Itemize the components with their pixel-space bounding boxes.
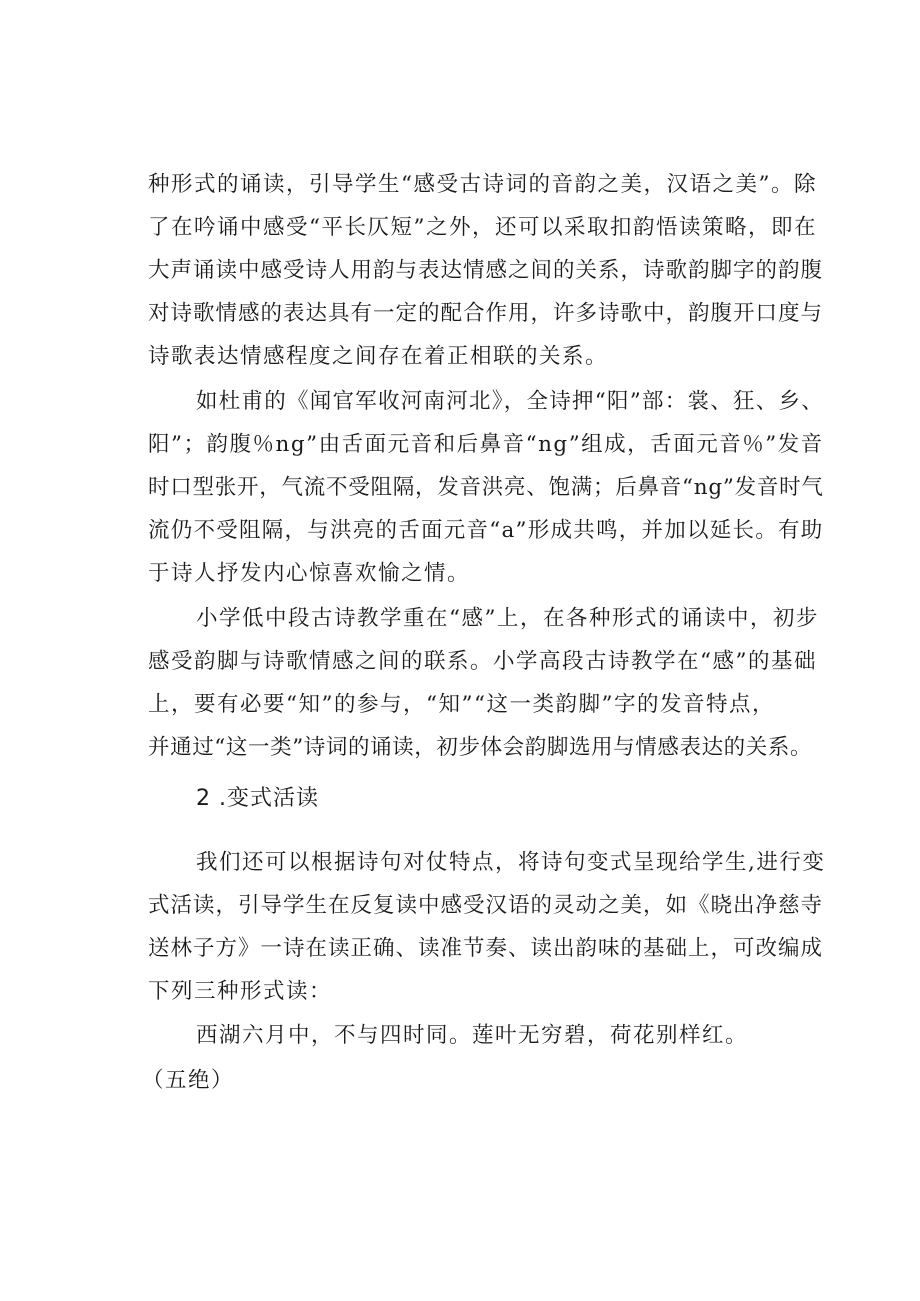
paragraph-3-line-2: 感受韵脚与诗歌情感之间的联系。小学高段古诗教学在“感”的基础 [148,649,817,674]
paragraph-3-line-4: 并通过“这一类”诗词的诵读，初步体会韵脚选用与情感表达的关系。 [148,735,813,760]
paragraph-1-line-1: 种形式的诵读，引导学生“感受古诗词的音韵之美，汉语之美”。除 [148,172,817,197]
section-heading: 2 .变式活读 [196,786,319,811]
paragraph-4-line-4: 下列三种形式读： [148,979,333,1004]
paragraph-2-line-3: 时口型张开，气流不受阻隔，发音洪亮、饱满；后鼻音“ng”发音时气 [148,475,824,500]
poem-line: 西湖六月中，不与四时同。莲叶无穷碧，荷花别样红。 [196,1023,749,1048]
poem-form-label: （五绝） [142,1068,235,1093]
paragraph-1-line-3: 大声诵读中感受诗人用韵与表达情感之间的关系，诗歌韵脚字的韵腹 [148,258,824,283]
paragraph-2-line-1: 如杜甫的《闻官军收河南河北》，全诗押“阳”部：裳、狂、乡、 [196,389,824,414]
paragraph-4-line-1: 我们还可以根据诗句对仗特点，将诗句变式呈现给学生,进行变 [196,850,826,875]
paragraph-2-line-4: 流仍不受阻隔，与洪亮的舌面元音“a”形成共鸣，并加以延长。有助 [148,518,824,543]
paragraph-4-line-3: 送林子方》一诗在读正确、读准节奏、读出韵味的基础上，可改编成 [148,936,824,961]
paragraph-1-line-4: 对诗歌情感的表达具有一定的配合作用，许多诗歌中，韵腹开口度与 [148,301,824,326]
paragraph-4-line-2: 式活读，引导学生在反复读中感受汉语的灵动之美，如《晓出净慈寺 [148,893,824,918]
paragraph-1-line-2: 了在吟诵中感受“平长仄短”之外，还可以采取扣韵悟读策略，即在 [148,215,817,240]
paragraph-3-line-1: 小学低中段古诗教学重在“感”上，在各种形式的诵读中，初步 [196,606,819,631]
paragraph-1-line-5: 诗歌表达情感程度之间存在着正相联的关系。 [148,344,609,369]
paragraph-2-line-2: 阳”；韵腹％ng”由舌面元音和后鼻音“ng”组成，舌面元音％”发音 [148,432,824,457]
paragraph-3-line-3: 上，要有必要“知”的参与，“知”“这一类韵脚”字的发音特点， [148,692,775,717]
paragraph-2-line-5: 于诗人抒发内心惊喜欢愉之情。 [148,561,471,586]
